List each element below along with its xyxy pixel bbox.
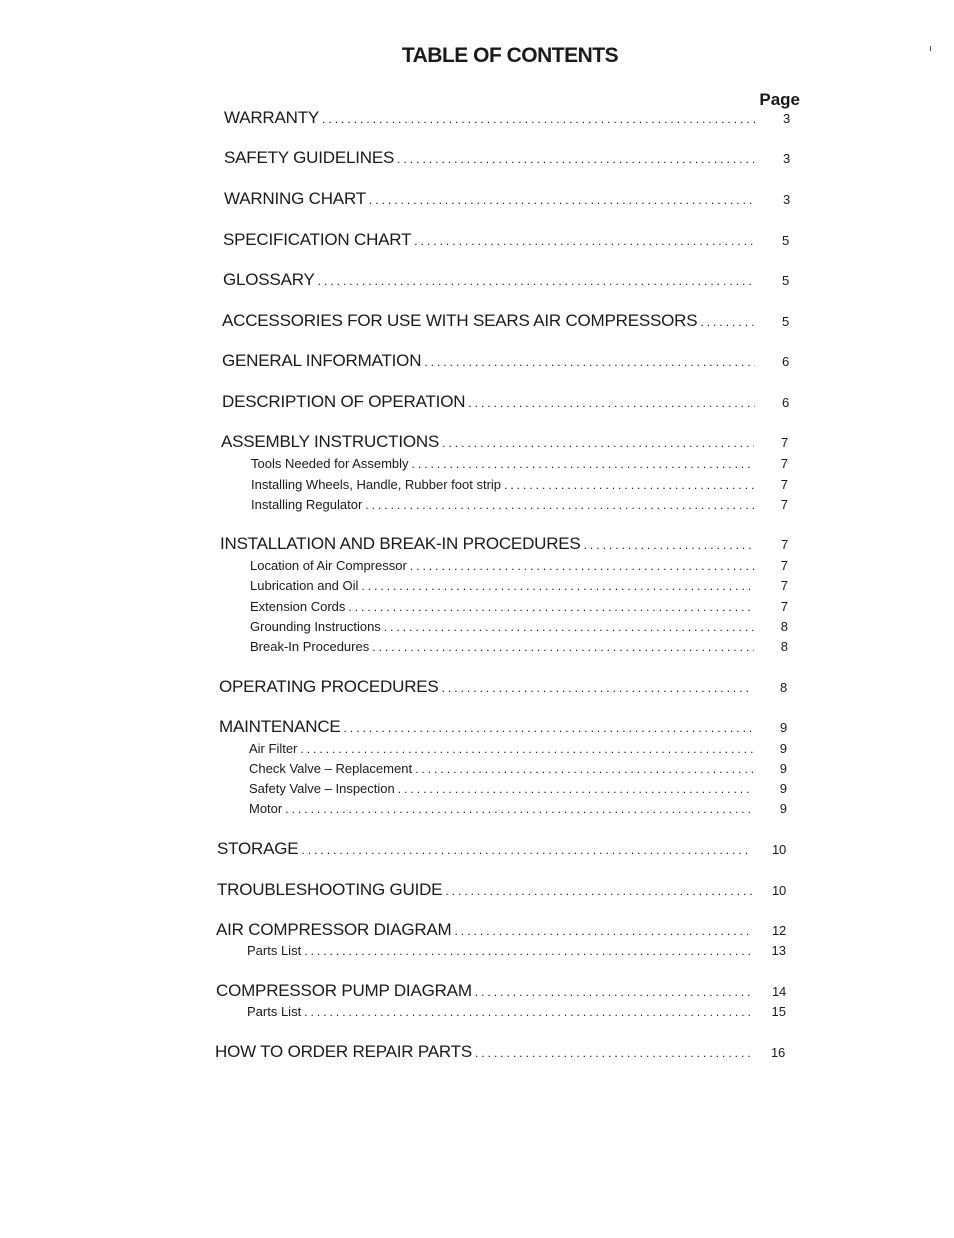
toc-subentry-tools-needed[interactable] bbox=[251, 456, 788, 471]
toc-entry-page: 9 bbox=[779, 741, 787, 756]
toc-entry-assembly-instructions[interactable] bbox=[221, 432, 788, 452]
dot-leader bbox=[475, 1046, 751, 1060]
toc-entry-label: SPECIFICATION CHART bbox=[223, 230, 412, 249]
toc-entry-page: 10 bbox=[771, 883, 786, 898]
page-column-heading: Page bbox=[759, 90, 800, 109]
toc-subentry-air-filter[interactable] bbox=[249, 741, 787, 756]
toc-entry-label: Installing Wheels, Handle, Rubber foot strip bbox=[251, 477, 502, 492]
dot-leader bbox=[300, 742, 753, 756]
toc-subentry-grounding[interactable] bbox=[250, 619, 788, 634]
toc-entry-page: 13 bbox=[771, 943, 786, 958]
toc-entry-specification-chart[interactable] bbox=[223, 230, 789, 250]
toc-entry-label: STORAGE bbox=[217, 839, 299, 858]
toc-entry-label: HOW TO ORDER REPAIR PARTS bbox=[215, 1042, 472, 1061]
dot-leader bbox=[475, 985, 752, 999]
toc-entry-label: Installing Regulator bbox=[251, 497, 363, 512]
toc-entry-page: 14 bbox=[771, 984, 786, 999]
toc-entry-label: Parts List bbox=[247, 1004, 302, 1019]
toc-entry-page: 12 bbox=[771, 923, 786, 938]
toc-subentry-lubrication[interactable] bbox=[250, 578, 788, 593]
toc-entry-label: OPERATING PROCEDURES bbox=[219, 677, 439, 696]
toc-subentry-break-in[interactable] bbox=[250, 639, 788, 654]
toc-entry-how-to-order[interactable] bbox=[215, 1042, 785, 1062]
dot-leader bbox=[414, 234, 755, 248]
toc-entry-page: 7 bbox=[780, 578, 788, 593]
dot-leader bbox=[285, 802, 753, 816]
toc-subentry-extension-cords[interactable] bbox=[250, 599, 788, 614]
toc-entry-page: 7 bbox=[780, 497, 788, 512]
toc-entry-label: Air Filter bbox=[249, 741, 298, 756]
dot-leader bbox=[468, 396, 755, 410]
dot-leader bbox=[504, 478, 754, 492]
toc-entry-page: 3 bbox=[782, 151, 790, 166]
toc-entry-page: 6 bbox=[781, 395, 789, 410]
toc-entry-label: ACCESSORIES FOR USE WITH SEARS AIR COMPRESSORS bbox=[222, 311, 698, 330]
toc-entry-page: 8 bbox=[780, 619, 788, 634]
toc-entry-label: MAINTENANCE bbox=[219, 717, 341, 736]
toc-entry-label: WARNING CHART bbox=[224, 189, 366, 208]
dot-leader bbox=[369, 193, 756, 207]
toc-entry-label: Location of Air Compressor bbox=[250, 558, 407, 573]
toc-entry-label: TROUBLESHOOTING GUIDE bbox=[217, 880, 443, 899]
toc-entry-page: 9 bbox=[779, 781, 787, 796]
toc-entry-label: AIR COMPRESSOR DIAGRAM bbox=[216, 920, 452, 939]
dot-leader bbox=[348, 600, 754, 614]
dot-leader bbox=[442, 681, 753, 695]
toc-entry-label: DESCRIPTION OF OPERATION bbox=[222, 392, 466, 411]
dot-leader bbox=[584, 538, 754, 552]
toc-entry-air-compressor-diagram[interactable] bbox=[216, 920, 786, 940]
toc-entry-label: Lubrication and Oil bbox=[250, 578, 359, 593]
toc-entry-page: 7 bbox=[780, 558, 788, 573]
dot-leader bbox=[424, 355, 755, 369]
dot-leader bbox=[455, 924, 752, 938]
toc-entry-page: 7 bbox=[780, 599, 788, 614]
toc-entry-page: 3 bbox=[782, 192, 790, 207]
toc-entry-label: Motor bbox=[249, 801, 283, 816]
toc-entry-compressor-pump-diagram[interactable] bbox=[216, 981, 786, 1001]
toc-entry-warning-chart[interactable] bbox=[224, 189, 790, 209]
toc-entry-label: INSTALLATION AND BREAK-IN PROCEDURES bbox=[220, 534, 581, 553]
toc-entry-label: SAFETY GUIDELINES bbox=[224, 148, 395, 167]
toc-entry-accessories[interactable] bbox=[222, 311, 789, 331]
toc-entry-label: Extension Cords bbox=[250, 599, 346, 614]
dot-leader bbox=[442, 436, 754, 450]
toc-subentry-motor[interactable] bbox=[249, 801, 787, 816]
toc-entry-storage[interactable] bbox=[217, 839, 786, 859]
dot-leader bbox=[304, 944, 752, 958]
dot-leader bbox=[412, 457, 754, 471]
dot-leader bbox=[410, 559, 754, 573]
toc-entry-label: WARRANTY bbox=[224, 108, 320, 127]
toc-subentry-check-valve[interactable] bbox=[249, 761, 787, 776]
toc-entry-label: Grounding Instructions bbox=[250, 619, 381, 634]
toc-entry-page: 10 bbox=[771, 842, 786, 857]
toc-entry-label: ASSEMBLY INSTRUCTIONS bbox=[221, 432, 440, 451]
dot-leader bbox=[318, 274, 755, 288]
toc-entry-installation-break-in[interactable] bbox=[220, 534, 788, 554]
toc-entry-operating-procedures[interactable] bbox=[219, 677, 787, 697]
toc-entry-page: 8 bbox=[779, 680, 787, 695]
dot-leader bbox=[397, 152, 756, 166]
dot-leader bbox=[361, 579, 754, 593]
toc-entry-label: Safety Valve – Inspection bbox=[249, 781, 395, 796]
toc-entry-page: 9 bbox=[779, 801, 787, 816]
toc-entry-label: COMPRESSOR PUMP DIAGRAM bbox=[216, 981, 472, 1000]
toc-entry-page: 9 bbox=[779, 761, 787, 776]
toc-entry-page: 7 bbox=[780, 435, 788, 450]
dot-leader bbox=[322, 112, 756, 126]
toc-subentry-installing-wheels[interactable] bbox=[251, 477, 788, 492]
toc-entry-label: Parts List bbox=[247, 943, 302, 958]
toc-entry-page: 15 bbox=[771, 1004, 786, 1019]
toc-entry-label: GLOSSARY bbox=[223, 270, 315, 289]
toc-entry-page: 7 bbox=[780, 537, 788, 552]
dot-leader bbox=[700, 315, 755, 329]
toc-entry-page: 5 bbox=[781, 233, 789, 248]
toc-entry-page: 7 bbox=[780, 456, 788, 471]
dot-leader bbox=[344, 721, 753, 735]
page-title: TABLE OF CONTENTS bbox=[401, 44, 619, 67]
stray-mark bbox=[930, 46, 931, 51]
toc-entry-page: 16 bbox=[770, 1045, 785, 1060]
toc-subentry-parts-list-2[interactable] bbox=[247, 1004, 786, 1019]
toc-entry-label: Break-In Procedures bbox=[250, 639, 370, 654]
toc-entry-page: 5 bbox=[781, 314, 789, 329]
toc-entry-warranty[interactable] bbox=[224, 108, 790, 128]
toc-entry-safety-guidelines[interactable] bbox=[224, 148, 790, 168]
toc-entry-troubleshooting-guide[interactable] bbox=[217, 880, 786, 900]
dot-leader bbox=[384, 620, 754, 634]
toc-entry-glossary[interactable] bbox=[223, 270, 789, 290]
toc-entry-page: 9 bbox=[779, 720, 787, 735]
dot-leader bbox=[304, 1005, 752, 1019]
toc-subentry-parts-list-1[interactable] bbox=[247, 943, 786, 958]
toc-entry-general-information[interactable] bbox=[222, 351, 789, 371]
toc-subentry-location[interactable] bbox=[250, 558, 788, 573]
dot-leader bbox=[445, 884, 752, 898]
toc-entry-maintenance[interactable] bbox=[219, 717, 787, 737]
dot-leader bbox=[301, 843, 752, 857]
toc-entry-label: Tools Needed for Assembly bbox=[251, 456, 409, 471]
toc-entry-page: 3 bbox=[782, 111, 790, 126]
toc-entry-description-of-operation[interactable] bbox=[222, 392, 789, 412]
toc-entry-page: 5 bbox=[781, 273, 789, 288]
toc-entry-page: 6 bbox=[781, 354, 789, 369]
toc-subentry-safety-valve[interactable] bbox=[249, 781, 787, 796]
toc-subentry-installing-regulator[interactable] bbox=[251, 497, 788, 512]
toc-entry-page: 8 bbox=[780, 639, 788, 654]
dot-leader bbox=[365, 498, 754, 512]
toc-entry-label: GENERAL INFORMATION bbox=[222, 351, 422, 370]
toc-entry-label: Check Valve – Replacement bbox=[249, 761, 413, 776]
dot-leader bbox=[398, 782, 753, 796]
toc-entry-page: 7 bbox=[780, 477, 788, 492]
dot-leader bbox=[372, 640, 754, 654]
dot-leader bbox=[415, 762, 753, 776]
